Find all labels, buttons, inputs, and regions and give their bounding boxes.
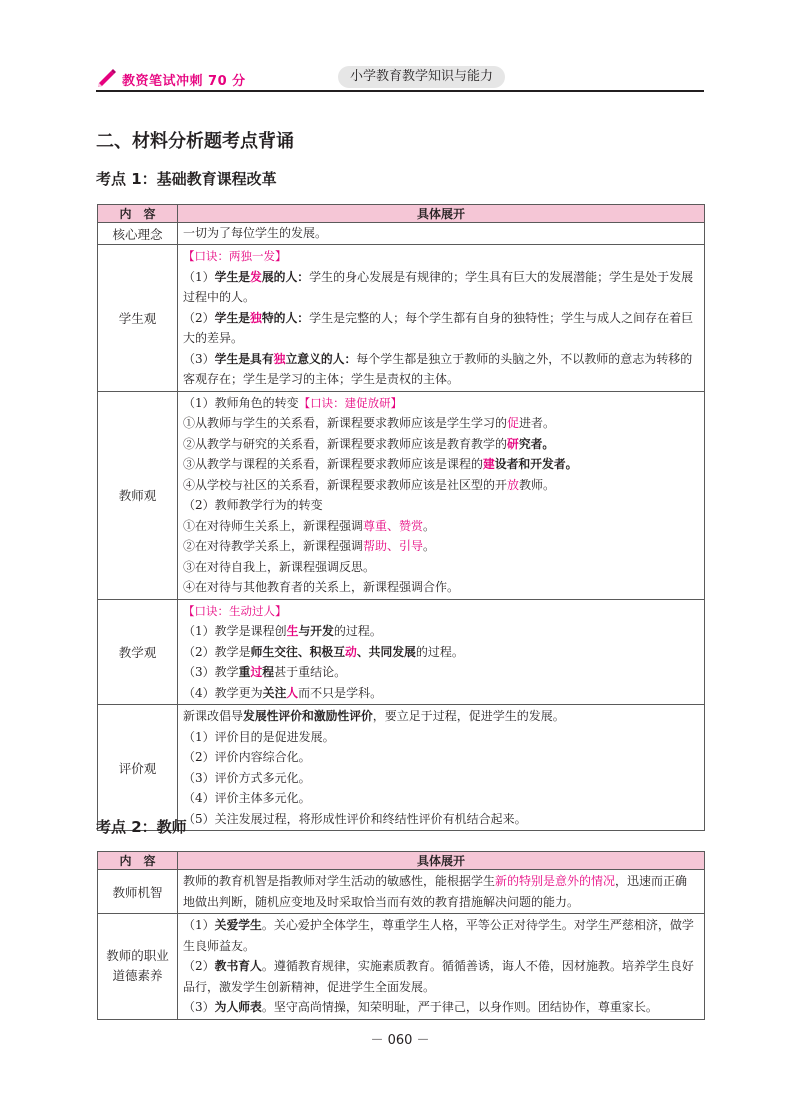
row-text-core: 一切为了每位学生的发展。 bbox=[178, 223, 705, 245]
mnemonic-char: 促 bbox=[507, 416, 520, 430]
key-phrase: 尊重、赞赏 bbox=[363, 518, 424, 533]
point-key-a: 学生是具有 bbox=[214, 351, 274, 366]
table-row-core bbox=[98, 223, 705, 245]
line-text: 。 bbox=[423, 518, 436, 533]
line-key: 、共同发展 bbox=[356, 644, 416, 659]
label-line-2: 道德素养 bbox=[112, 968, 163, 984]
line-text: （1）教学是课程创 bbox=[183, 624, 287, 638]
ethics-point-1 bbox=[183, 915, 699, 956]
line-text: （1）教师角色的转变 bbox=[183, 395, 299, 410]
line-text: ②从教学与研究的关系看，新课程要求教师应该是教育教学的 bbox=[183, 436, 508, 451]
line-key: 重 bbox=[238, 665, 251, 679]
point-key-mnemonic: 独 bbox=[250, 310, 262, 325]
line-key: 关注 bbox=[262, 685, 287, 700]
label-line-1: 教师的职业 bbox=[106, 948, 169, 964]
mnemonic-char: 人 bbox=[286, 685, 299, 700]
topic-2-table bbox=[97, 851, 705, 1020]
line-text: ，要立足于过程，促进学生的发展。 bbox=[372, 709, 565, 723]
mnemonic: 【口诀：两独一发】 bbox=[183, 249, 287, 263]
row-body-wisdom bbox=[178, 870, 705, 914]
mnemonic-char: 动 bbox=[345, 644, 357, 659]
row-label-teacher: 教师观 bbox=[98, 391, 178, 599]
mnemonic-char: 研 bbox=[507, 436, 519, 451]
teacher-line-3 bbox=[183, 434, 699, 455]
point-key-a: 学生是 bbox=[214, 310, 251, 325]
evaluation-line-6: （5）关注发展过程，将形成性评价和终结性评价有机结合起来。 bbox=[183, 811, 527, 826]
table-row-teaching bbox=[98, 599, 705, 705]
col-content-header: 内 容 bbox=[98, 205, 178, 223]
topic-1-title: 考点 1：基础教育课程改革 bbox=[96, 170, 277, 188]
row-body-teaching bbox=[178, 599, 705, 705]
table-row-ethics bbox=[98, 914, 705, 1020]
col-content-header: 内 容 bbox=[98, 852, 178, 870]
row-label-student: 学生观 bbox=[98, 245, 178, 392]
teaching-line-2 bbox=[183, 642, 699, 663]
point-key-b: 展的人： bbox=[261, 269, 310, 284]
line-text: ③从教学与课程的关系看，新课程要求教师应该是课程的 bbox=[183, 457, 484, 471]
line-text: ，迅速而正确地做出判断，随机应变地及时采取恰当而有效的教育措施解决问题的能力。 bbox=[183, 874, 688, 909]
evaluation-line-3: （2）评价内容综合化。 bbox=[183, 750, 311, 764]
mnemonic: 【口诀：建促放研】 bbox=[298, 395, 403, 410]
student-point-1 bbox=[183, 267, 699, 308]
ethics-point-3 bbox=[183, 997, 699, 1018]
student-point-2 bbox=[183, 308, 699, 349]
header-divider bbox=[96, 90, 704, 92]
point-text: 每个学生都是独立于教师的头脑之外，不以教师的意志为转移的客观存在；学生是学习的主体；学生是责权的主体。 bbox=[183, 351, 693, 386]
point-key: 关爱学生 bbox=[214, 918, 262, 932]
line-text: ④从学校与社区的关系看，新课程要求教师应该是社区型的开 bbox=[183, 477, 508, 492]
teaching-line-1 bbox=[183, 621, 699, 642]
key-phrase: 帮助、引导 bbox=[363, 539, 424, 553]
line-key: 师生交往、积极互 bbox=[250, 644, 346, 659]
point-index: （1） bbox=[183, 918, 215, 932]
point-index: （2） bbox=[183, 310, 215, 325]
ethics-point-2 bbox=[183, 956, 699, 997]
page-header bbox=[96, 66, 704, 92]
table-row-evaluation bbox=[98, 705, 705, 831]
row-body-student bbox=[178, 245, 705, 392]
teacher-line-10: ④在对待与其他教育者的关系上，新课程强调合作。 bbox=[183, 580, 460, 594]
line-text: ①从教师与学生的关系看，新课程要求教师应该是学生学习的 bbox=[183, 416, 508, 430]
table-row-wisdom bbox=[98, 870, 705, 914]
line-text: （3）教学 bbox=[183, 665, 239, 679]
point-text: 。遵循教育规律，实施素质教育。循循善诱，诲人不倦，因材施教。培养学生良好品行，激发学生创新精神，促进学生全面发展。 bbox=[183, 959, 694, 994]
point-key-b: 立意义的人： bbox=[285, 351, 357, 366]
line-text: 新课改倡导 bbox=[183, 709, 244, 723]
point-index: （1） bbox=[183, 269, 215, 284]
mnemonic-char: 建 bbox=[483, 457, 495, 471]
line-text: 教师。 bbox=[519, 477, 556, 492]
row-body-ethics bbox=[178, 914, 705, 1020]
teacher-line-8 bbox=[183, 536, 699, 557]
line-text: 。 bbox=[423, 539, 436, 553]
teacher-line-5 bbox=[183, 475, 699, 496]
subject-label: 小学教育教学知识与能力 bbox=[338, 66, 505, 88]
point-index: （3） bbox=[183, 1000, 215, 1014]
row-body-evaluation bbox=[178, 705, 705, 831]
student-point-3 bbox=[183, 349, 699, 390]
page-number: － 060 － bbox=[370, 1033, 430, 1048]
point-key-a: 学生是 bbox=[214, 269, 251, 284]
table-header-row bbox=[98, 852, 705, 870]
teacher-line-7 bbox=[183, 516, 699, 537]
mnemonic-char: 过 bbox=[250, 665, 263, 679]
line-text: 教师的教育机智是指教师对学生活动的敏感性，能根据学生 bbox=[183, 874, 496, 888]
point-text: 学生是完整的人；每个学生都有自身的独特性；学生与成人之间存在着巨大的差异。 bbox=[183, 310, 694, 345]
line-key: 与开发 bbox=[298, 624, 334, 638]
table-row-student bbox=[98, 245, 705, 392]
col-detail-header: 具体展开 bbox=[178, 205, 705, 223]
row-label-core: 核心理念 bbox=[98, 223, 178, 245]
row-label-ethics bbox=[98, 914, 178, 1020]
line-key: 究者。 bbox=[518, 436, 555, 451]
teacher-line-2 bbox=[183, 413, 699, 434]
evaluation-line-2: （1）评价目的是促进发展。 bbox=[183, 729, 335, 744]
line-key: 设者和开发者。 bbox=[494, 457, 578, 471]
row-body-teacher bbox=[178, 391, 705, 599]
teacher-line-9: ③在对待自我上，新课程强调反思。 bbox=[183, 559, 376, 574]
line-text: 进者。 bbox=[519, 416, 556, 430]
point-index: （3） bbox=[183, 351, 215, 366]
point-index: （2） bbox=[183, 959, 215, 973]
row-label-wisdom: 教师机智 bbox=[98, 870, 178, 914]
line-text: 的过程。 bbox=[415, 644, 464, 659]
section-title: 二、材料分析题考点背诵 bbox=[96, 131, 294, 152]
line-text: 甚于重结论。 bbox=[274, 665, 347, 679]
evaluation-line-4: （3）评价方式多元化。 bbox=[183, 770, 311, 785]
teaching-line-3 bbox=[183, 662, 699, 683]
teacher-line-6: （2）教师教学行为的转变 bbox=[183, 498, 323, 512]
line-key: 发展性评价和激励性评价 bbox=[243, 709, 373, 723]
table-header-row bbox=[98, 205, 705, 223]
teacher-line-1 bbox=[183, 393, 699, 414]
pencil-icon bbox=[96, 66, 118, 88]
evaluation-line-1 bbox=[183, 706, 699, 727]
point-key: 教书育人 bbox=[214, 959, 262, 973]
line-text: （2）教学是 bbox=[183, 644, 251, 659]
teaching-line-4 bbox=[183, 683, 699, 704]
point-key-mnemonic: 独 bbox=[273, 351, 286, 366]
table-row-teacher bbox=[98, 391, 705, 599]
point-text: 。坚守高尚情操，知荣明耻，严于律己，以身作则。团结协作，尊重家长。 bbox=[261, 1000, 658, 1014]
topic-1-table bbox=[97, 204, 705, 831]
point-text: 。关心爱护全体学生，尊重学生人格，平等公正对待学生。对学生严慈相济，做学生良师益友。 bbox=[183, 918, 694, 953]
teacher-line-4 bbox=[183, 454, 699, 475]
row-label-evaluation: 评价观 bbox=[98, 705, 178, 831]
col-detail-header: 具体展开 bbox=[178, 852, 705, 870]
point-key: 为人师表 bbox=[214, 1000, 262, 1014]
mnemonic: 【口诀：生动过人】 bbox=[183, 603, 287, 618]
row-label-teaching: 教学观 bbox=[98, 599, 178, 705]
line-text: ②在对待教学关系上，新课程强调 bbox=[183, 539, 364, 553]
evaluation-line-5: （4）评价主体多元化。 bbox=[183, 791, 311, 805]
mnemonic-char: 放 bbox=[507, 477, 520, 492]
line-text: 而不只是学科。 bbox=[298, 685, 383, 700]
point-key-b: 特的人： bbox=[261, 310, 310, 325]
line-text: 的过程。 bbox=[333, 624, 382, 638]
point-text: 学生的身心发展是有规律的；学生具有巨大的发展潜能；学生是处于发展过程中的人。 bbox=[183, 269, 694, 304]
topic-2-title: 考点 2：教师 bbox=[96, 818, 187, 836]
line-text: （4）教学更为 bbox=[183, 685, 263, 700]
line-key: 程 bbox=[262, 665, 275, 679]
mnemonic-char: 生 bbox=[286, 624, 299, 638]
line-text: ①在对待师生关系上，新课程强调 bbox=[183, 518, 364, 533]
point-key-mnemonic: 发 bbox=[250, 269, 262, 284]
brand-title: 教资笔试冲刺 70 分 bbox=[122, 74, 246, 89]
key-phrase: 新的特别是意外的情况 bbox=[495, 874, 616, 888]
